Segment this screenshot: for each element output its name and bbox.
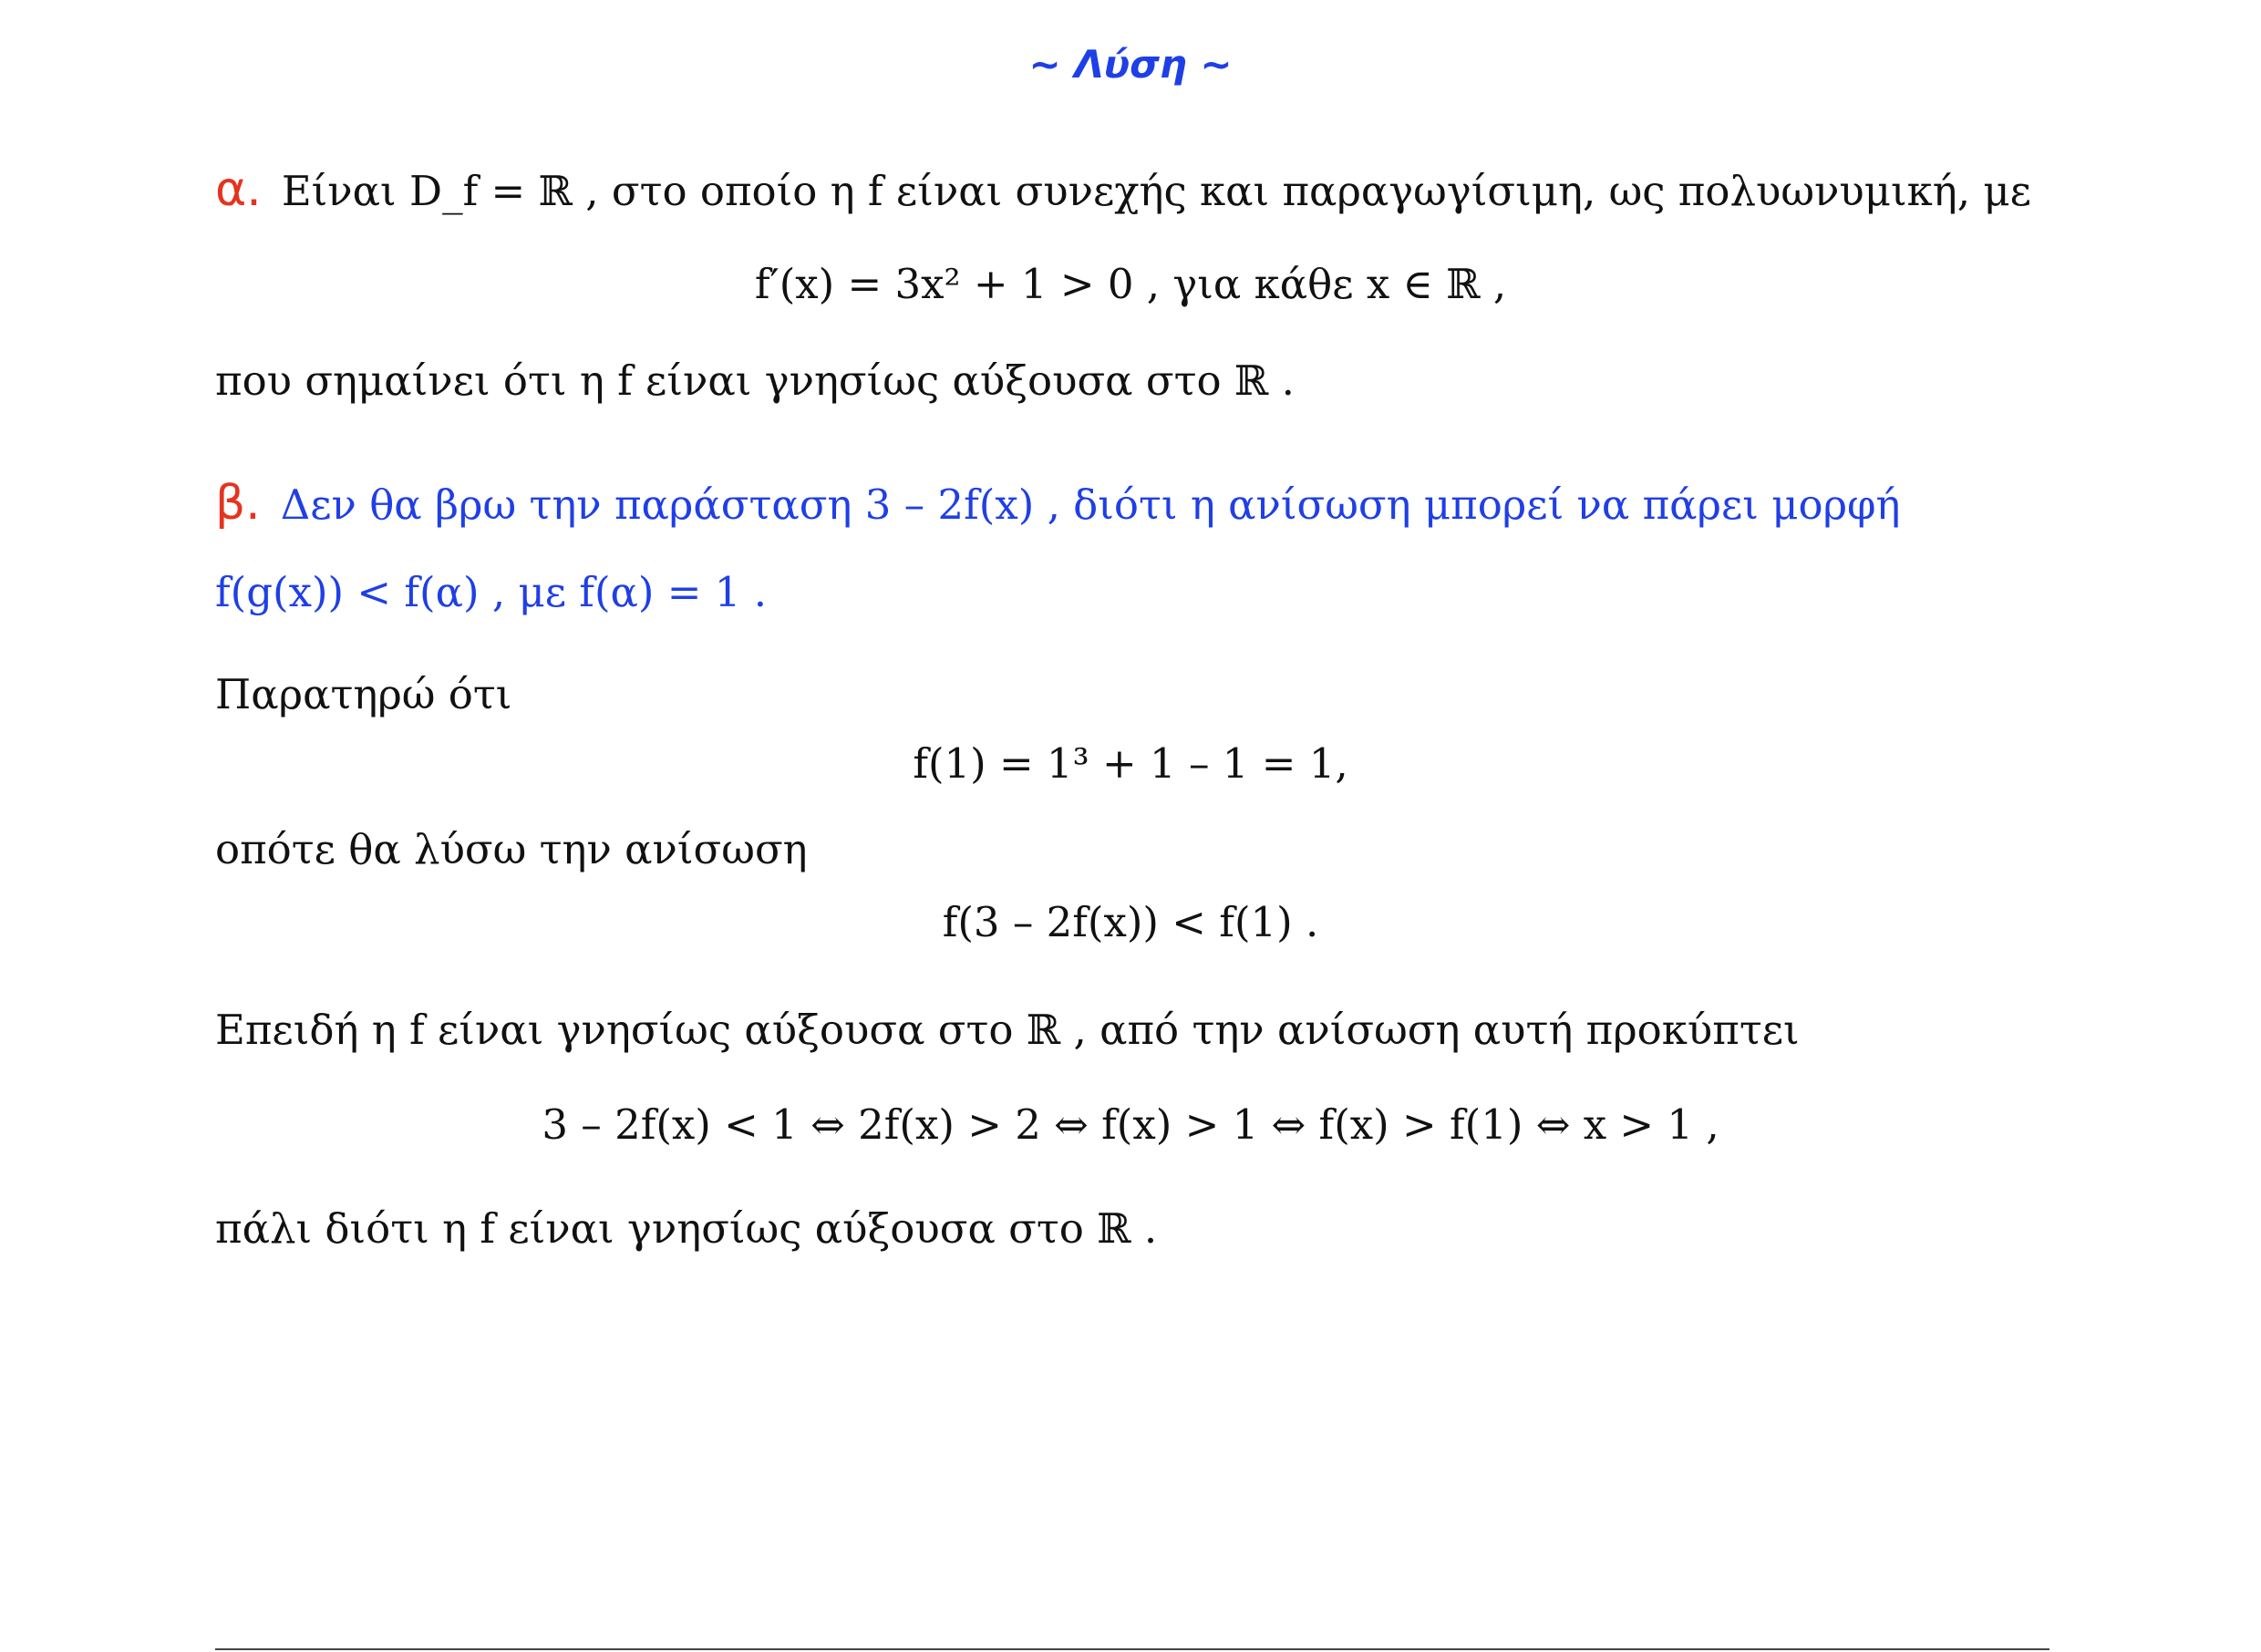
f1-formula: f(1) = 1³ + 1 – 1 = 1, bbox=[913, 739, 1348, 788]
part-b-line1 bbox=[215, 476, 2046, 532]
footer-rule bbox=[215, 1648, 2049, 1650]
part-a-line1 bbox=[215, 162, 2046, 219]
part-a-derivative-formula: f′(x) = 3x² + 1 > 0 , για κάθε x ∈ ℝ , bbox=[754, 260, 1507, 308]
final-conclusion: πάλι διότι η f είναι γνησίως αύξουσα στο ℝ . bbox=[215, 1204, 1158, 1253]
part-b-note: Δεν θα βρω την παράσταση 3 – 2f(x) , διότι η ανίσωση μπορεί να πάρει μορφή bbox=[280, 480, 1901, 529]
part-a-text: Είναι D_f = ℝ , στο οποίο η f είναι συνεχής και παραγωγίσιμη, ως πολυωνυμική, με bbox=[281, 167, 2031, 215]
observe-text: Παρατηρώ ότι bbox=[215, 670, 512, 718]
part-a-marker: α. bbox=[215, 162, 262, 217]
part-b-note-formula: f(g(x)) < f(α) , με f(α) = 1 . bbox=[215, 568, 768, 616]
inequality-formula: f(3 – 2f(x)) < f(1) . bbox=[942, 898, 1319, 946]
part-a-conclusion: που σημαίνει ότι η f είναι γνησίως αύξουσα στο ℝ . bbox=[215, 356, 1295, 405]
part-b-marker: β. bbox=[215, 476, 261, 531]
solve-text: οπότε θα λύσω την ανίσωση bbox=[215, 825, 808, 873]
monotonic-text: Επειδή η f είναι γνησίως αύξουσα στο ℝ , από την ανίσωση αυτή προκύπτει bbox=[215, 1006, 1800, 1054]
solution-title: ~ Λύση ~ bbox=[1028, 42, 1233, 87]
equivalence-chain: 3 – 2f(x) < 1 ⇔ 2f(x) > 2 ⇔ f(x) > 1 ⇔ f(x) > f(1) ⇔ x > 1 , bbox=[542, 1100, 1719, 1149]
